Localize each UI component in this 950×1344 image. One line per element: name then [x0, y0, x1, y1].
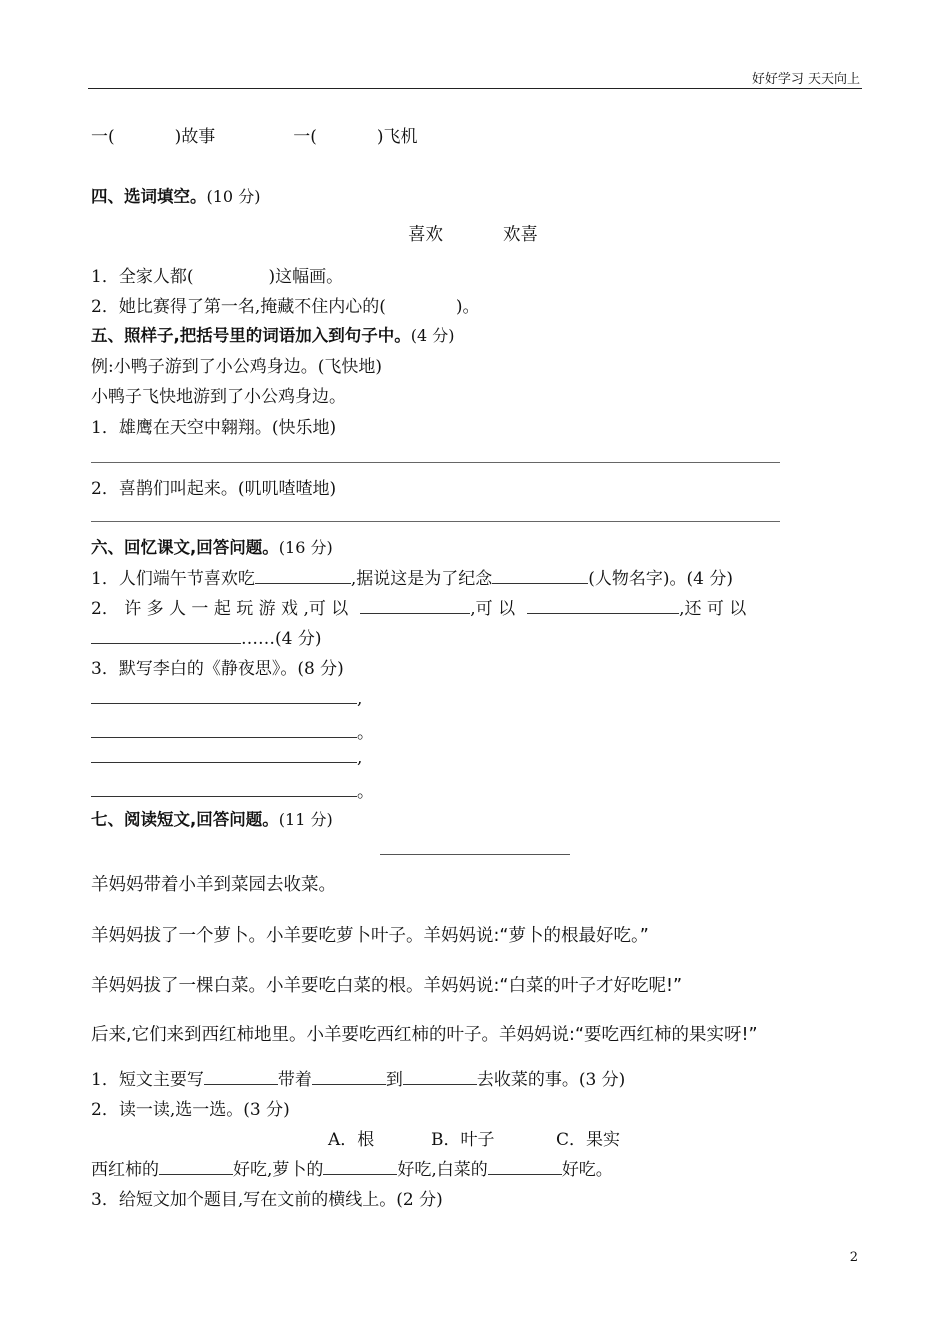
story-paragraph-1: 羊妈妈带着小羊到菜园去收菜。: [91, 875, 336, 895]
section-5-heading: [91, 322, 455, 346]
s7-q1-d: 去收菜的事。(3 分): [476, 1070, 626, 1090]
section-7-heading: [91, 806, 333, 830]
s6-q2-b: ,可 以: [470, 599, 516, 619]
s7-q1-blank-3[interactable]: [403, 1070, 477, 1085]
s7-question-1: [91, 1065, 625, 1090]
section-7-points: (11 分): [278, 810, 333, 829]
s7-question-3: 3．给短文加个题目,写在文前的横线上。(2 分): [91, 1190, 443, 1210]
s5-question-2: 2．喜鹊们叫起来。(叽叽喳喳地): [91, 479, 337, 499]
s6-q2-c: ,还 可 以: [679, 599, 747, 619]
s7-q2-blank-1[interactable]: [159, 1160, 233, 1175]
s7-q2-fill-d: 好吃。: [561, 1160, 613, 1180]
s7-q2-fill-c: 好吃,白菜的: [397, 1160, 488, 1180]
s7-q1-b: 带着: [277, 1070, 312, 1090]
s7-q1-c: 到: [385, 1070, 403, 1090]
s4-q2-text: 2．她比赛得了第一名,掩藏不住内心的(: [91, 297, 386, 317]
poem-line-1: [91, 689, 362, 709]
s6-question-3: 3．默写李白的《静夜思》。(8 分): [91, 659, 344, 679]
section-6-heading: [91, 534, 333, 558]
section-7-title: 七、阅读短文,回答问题。: [91, 810, 279, 829]
s6-q2-blank-3[interactable]: [91, 629, 241, 644]
poem-blank-4[interactable]: [91, 782, 357, 797]
word-option-2: 欢喜: [503, 225, 538, 245]
s5-answer-line-1[interactable]: [91, 462, 780, 463]
s7-question-2-fill: [91, 1155, 613, 1180]
s4-q2-end: )。: [455, 297, 480, 317]
poem-line-4: [91, 777, 374, 802]
section-6-title: 六、回忆课文,回答问题。: [91, 538, 279, 557]
story-paragraph-4: 后来,它们来到西红柿地里。小羊要吃西红柿的叶子。羊妈妈说:“要吃西红柿的果实呀!”: [91, 1025, 758, 1045]
s7-q2-fill-a: 西红柿的: [91, 1160, 159, 1180]
s6-question-2-cont: [91, 624, 321, 649]
choice-a: A．根: [328, 1130, 375, 1150]
s6-q2-d: ……(4 分): [241, 629, 322, 649]
s7-q2-blank-2[interactable]: [323, 1160, 397, 1175]
s6-q1-blank-2[interactable]: [492, 569, 588, 584]
s6-q1-a: 1．人们端午节喜欢吃: [91, 569, 255, 589]
s4-question-2: [91, 292, 480, 317]
s4-q1-end: )这幅画。: [268, 267, 344, 287]
fill-a-suffix: )故事: [174, 127, 216, 147]
page-number: 2: [849, 1250, 858, 1265]
s7-q2-blank-3[interactable]: [488, 1160, 562, 1175]
s6-q2-a: 2． 许 多 人 一 起 玩 游 戏 ,可 以: [91, 599, 349, 619]
story-paragraph-2: 羊妈妈拔了一个萝卜。小羊要吃萝卜叶子。羊妈妈说:“萝卜的根最好吃。”: [91, 926, 649, 946]
poem-punct-1: ,: [357, 689, 363, 709]
s6-q1-b: ,据说这是为了纪念: [350, 569, 493, 589]
poem-blank-1[interactable]: [91, 689, 357, 704]
section-4-heading: [91, 183, 260, 207]
s5-example: 例:小鸭子游到了小公鸡身边。(飞快地): [91, 357, 382, 377]
s5-answer-line-2[interactable]: [91, 521, 780, 522]
poem-line-2: [91, 718, 374, 743]
s6-q2-blank-1[interactable]: [360, 599, 470, 614]
s7-q1-blank-1[interactable]: [204, 1070, 278, 1085]
s7-q1-a: 1．短文主要写: [91, 1070, 204, 1090]
section-4-title: 四、选词填空。: [91, 187, 207, 206]
word-option-1: 喜欢: [408, 225, 443, 245]
fill-a-prefix: 一(: [91, 127, 115, 147]
header-text: 好好学习 天天向上: [751, 72, 860, 87]
s4-question-1: [91, 262, 343, 287]
s7-q2-fill-b: 好吃,萝卜的: [233, 1160, 324, 1180]
story-paragraph-3: 羊妈妈拔了一棵白菜。小羊要吃白菜的根。羊妈妈说:“白菜的叶子才好吃呢!”: [91, 976, 683, 996]
section-5-title: 五、照样子,把括号里的词语加入到句子中。: [91, 326, 411, 345]
choice-b: B．叶子: [431, 1130, 495, 1150]
fill-b-suffix: )飞机: [376, 127, 418, 147]
s5-question-1: 1．雄鹰在天空中翱翔。(快乐地): [91, 418, 337, 438]
poem-blank-3[interactable]: [91, 748, 357, 763]
header-divider: [88, 88, 862, 89]
poem-blank-2[interactable]: [91, 723, 357, 738]
section-5-points: (4 分): [410, 326, 455, 345]
s6-question-1: [91, 564, 733, 589]
poem-punct-3: ,: [357, 748, 363, 768]
fill-row: [91, 122, 418, 147]
poem-punct-2: 。: [357, 723, 374, 743]
poem-line-3: [91, 748, 362, 768]
section-6-points: (16 分): [278, 538, 333, 557]
s6-q1-c: (人物名字)。(4 分): [588, 569, 733, 589]
choice-c: C．果实: [556, 1130, 621, 1150]
s6-q2-blank-2[interactable]: [527, 599, 679, 614]
section-4-points: (10 分): [206, 187, 261, 206]
s7-question-2: 2．读一读,选一选。(3 分): [91, 1100, 290, 1120]
s5-example-answer: 小鸭子飞快地游到了小公鸡身边。: [91, 387, 346, 407]
story-title-line[interactable]: [380, 854, 570, 855]
s4-q1-text: 1．全家人都(: [91, 267, 194, 287]
s6-question-2: [91, 594, 746, 619]
poem-punct-4: 。: [357, 782, 374, 802]
fill-b-prefix: 一(: [293, 127, 317, 147]
s6-q1-blank-1[interactable]: [255, 569, 351, 584]
s7-q1-blank-2[interactable]: [312, 1070, 386, 1085]
